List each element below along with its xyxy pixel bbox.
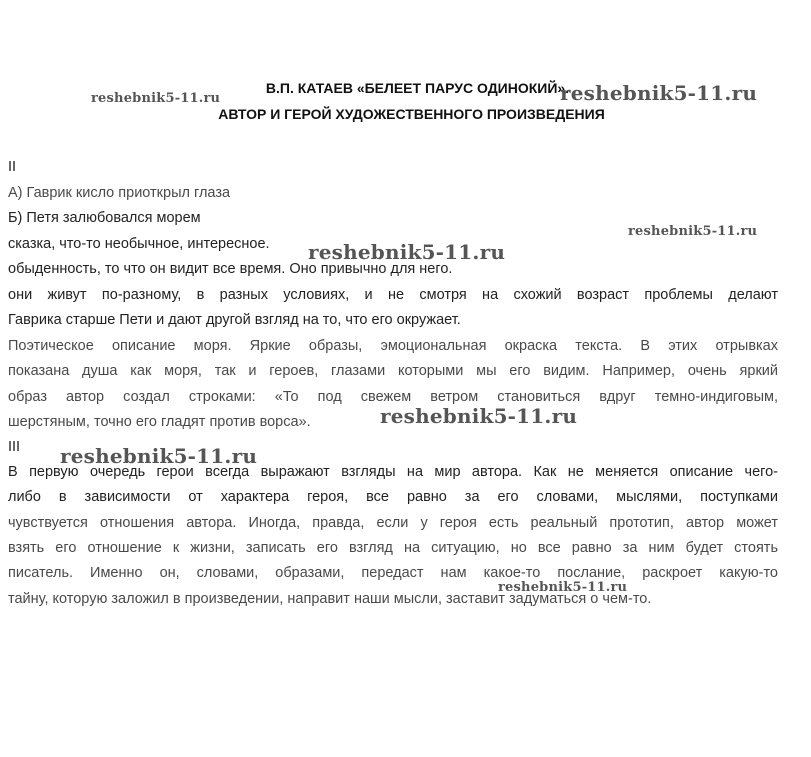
answer-a: А) Гаврик кисло приоткрыл глаза [8, 185, 231, 201]
watermark: reshebnik5-11.ru [380, 404, 578, 428]
watermark: reshebnik5-11.ru [498, 580, 628, 595]
line-fairytale: сказка, что-то необычное, интересное. [8, 236, 270, 252]
paragraph-final-line-6: тайну, которую заложил в произведении, направит наши мысли, заставит задуматься о чем-то. [8, 591, 652, 607]
section-3-label: III [8, 439, 21, 455]
section-2-label: II [8, 159, 17, 175]
paragraph-final-line-2: либо в зависимости от характера героя, все равно за его словами, мыслями, поступками [8, 489, 778, 505]
paragraph-poetic-line-2: показана душа как моря, так и героев, глазами которыми мы его видим. Например, очень яркий [8, 363, 778, 379]
watermark: reshebnik5-11.ru [60, 444, 258, 468]
paragraph-poetic-line-4: шерстяным, точно его гладят против ворса». [8, 414, 311, 430]
paragraph-live-line-2: Гаврика старше Пети и дают другой взгляд на то, что его окружает. [8, 312, 461, 328]
paragraph-poetic-line-3: образ автор создал строками: «То под свежем ветром становиться вдруг темно-индиговым, [8, 389, 778, 405]
document-subtitle: АВТОР И ГЕРОЙ ХУДОЖЕСТВЕННОГО ПРОИЗВЕДЕНИЯ [218, 106, 605, 122]
paragraph-poetic-line-1: Поэтическое описание моря. Яркие образы, эмоциональная окраска текста. В этих отрывках [8, 338, 778, 354]
paragraph-final-line-3: чувствуется отношения автора. Иногда, правда, если у героя есть реальный прототип, автор может [8, 515, 778, 531]
paragraph-final-line-4: взять его отношение к жизни, записать его взгляд на ситуацию, но все равно за ним будет стоять [8, 540, 778, 556]
paragraph-live-line-1: они живут по-разному, в разных условиях, и не смотря на схожий возраст проблемы делают [8, 287, 778, 303]
line-ordinary: обыденность, то что он видит все время. Оно привычно для него. [8, 261, 453, 277]
watermark: reshebnik5-11.ru [628, 224, 758, 239]
answer-b: Б) Петя залюбовался морем [8, 210, 201, 226]
document-title: В.П. КАТАЕВ «БЕЛЕЕТ ПАРУС ОДИНОКИЙ». [265, 80, 570, 96]
watermark: reshebnik5-11.ru [91, 91, 221, 106]
paragraph-final-line-5: писатель. Именно он, словами, образами, передаст нам какое-то послание, раскроет какую-то [8, 565, 778, 581]
paragraph-final-line-1: В первую очередь герои всегда выражают взгляды на мир автора. Как не меняется описание чего- [8, 464, 778, 480]
watermark: reshebnik5-11.ru [560, 81, 758, 105]
watermark: reshebnik5-11.ru [308, 240, 506, 264]
